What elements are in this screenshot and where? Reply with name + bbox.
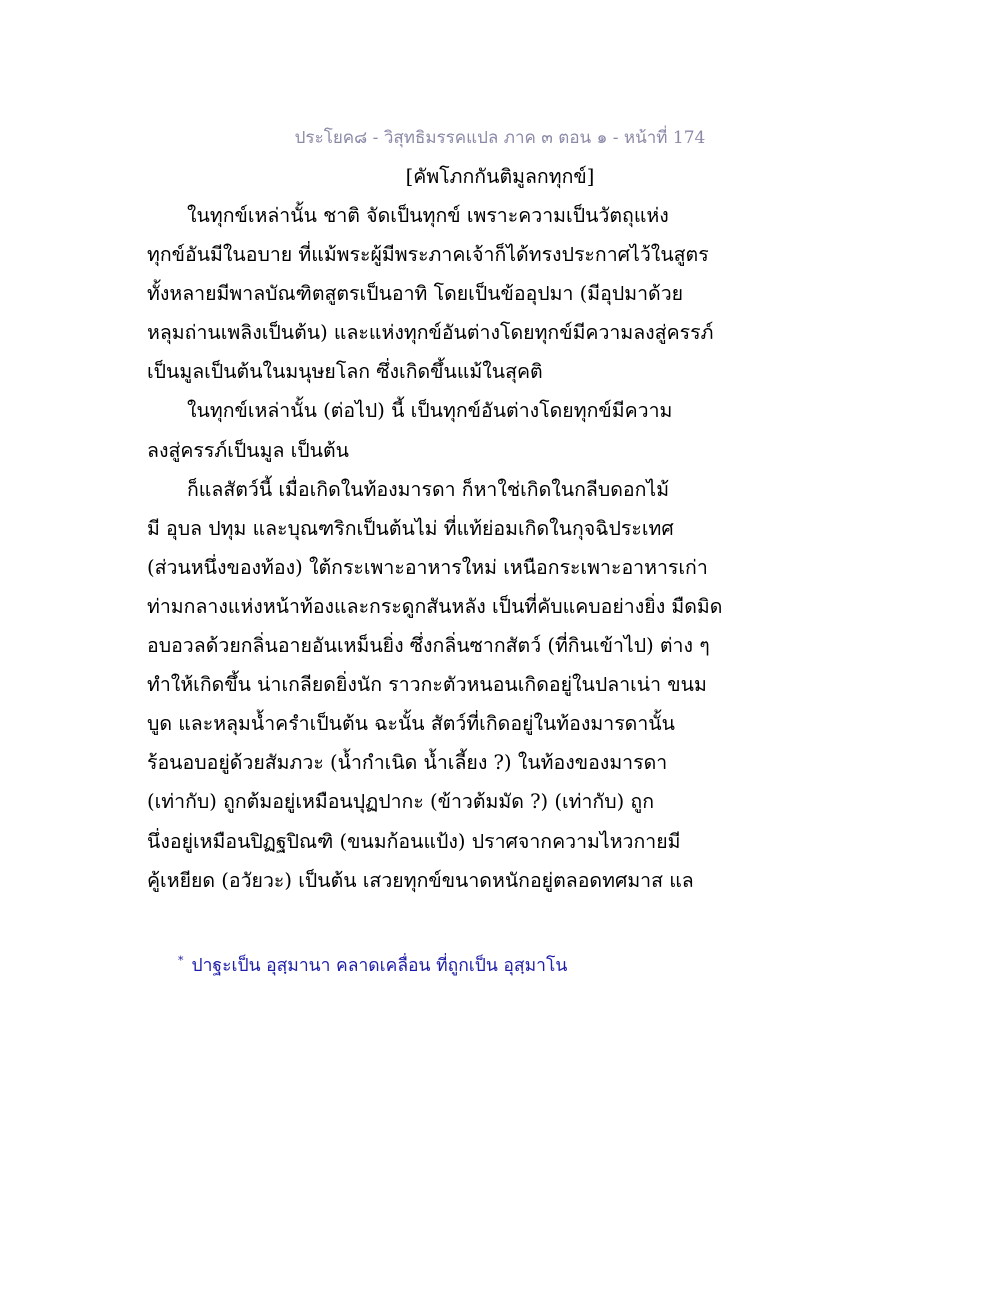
section-heading: [คัพโภกกันติมูลกทุกข์] — [405, 165, 595, 188]
paragraph-line: ท่ามกลางแห่งหน้าท้องและกระดูกสันหลัง เป็นที่คับแคบอย่างยิ่ง มืดมิด — [147, 594, 723, 618]
paragraph-line: เป็นมูลเป็นต้นในมนุษยโลก ซึ่งเกิดขึ้นแม้ในสุคติ — [147, 360, 543, 384]
paragraph-line: (ส่วนหนึ่งของท้อง) ใต้กระเพาะอาหารใหม่ เหนือกระเพาะอาหารเก่า — [147, 555, 708, 579]
paragraph-line: หลุมถ่านเพลิงเป็นต้น) และแห่งทุกข์อันต่างโดยทุกข์มีความลงสู่ครรภ์ — [147, 321, 714, 345]
paragraph-line: บูด และหลุมน้ำครำเป็นต้น ฉะนั้น สัตว์ที่เกิดอยู่ในท้องมารดานั้น — [147, 712, 675, 736]
paragraph-line: นึ่งอยู่เหมือนปิฏฐปิณฑิ (ขนมก้อนแป้ง) ปราศจากความไหวกายมี — [147, 829, 681, 853]
paragraph-line: ทั้งหลายมีพาลบัณฑิตสูตรเป็นอาทิ โดยเป็นข้ออุปมา (มีอุปมาด้วย — [147, 282, 684, 306]
paragraph-line: คู้เหยียด (อวัยวะ) เป็นต้น เสวยทุกข์ขนาดหนักอยู่ตลอดทศมาส แล — [147, 868, 694, 892]
running-header: ประโยค๘ - วิสุทธิมรรคแปล ภาค ๓ ตอน ๑ - หน้าที่ 174 — [294, 128, 706, 148]
paragraph-line: ร้อนอบอยู่ด้วยสัมภวะ (น้ำกำเนิด น้ำเลี้ยง ?) ในท้องของมารดา — [147, 751, 668, 775]
paragraph-line: ทุกข์อันมีในอบาย ที่แม้พระผู้มีพระภาคเจ้าก็ได้ทรงประกาศไว้ในสูตร — [147, 243, 709, 267]
footnote-marker: * — [178, 954, 184, 968]
paragraph-line: (เท่ากับ) ถูกต้มอยู่เหมือนปุฏปากะ (ข้าวต้มมัด ?) (เท่ากับ) ถูก — [147, 790, 655, 814]
body-text — [147, 196, 723, 900]
paragraph-line: ก็แลสัตว์นี้ เมื่อเกิดในท้องมารดา ก็หาใช่เกิดในกลีบดอกไม้ — [187, 477, 670, 501]
footnote — [178, 951, 567, 979]
paragraph-line: ในทุกข์เหล่านั้น ชาติ จัดเป็นทุกข์ เพราะความเป็นวัตถุแห่ง — [187, 204, 669, 227]
paragraph-line: อบอวลด้วยกลิ่นอายอันเหม็นยิ่ง ซึ่งกลิ่นซากสัตว์ (ที่กินเข้าไป) ต่าง ๆ — [147, 634, 710, 658]
paragraph-line: ในทุกข์เหล่านั้น (ต่อไป) นี้ เป็นทุกข์อันต่างโดยทุกข์มีความ — [187, 399, 673, 423]
paragraph-line: ลงสู่ครรภ์เป็นมูล เป็นต้น — [147, 438, 349, 462]
footnote-text: ปาฐะเป็น อุสฺมานา คลาดเคลื่อน ที่ถูกเป็น อุสฺมาโน — [191, 956, 568, 976]
paragraph-line: มี อุบล ปทุม และบุณฑริกเป็นต้นไม่ ที่แท้ย่อมเกิดในกุจฉิประเทศ — [147, 516, 674, 540]
paragraph-line: ทำให้เกิดขึ้น น่าเกลียดยิ่งนัก ราวกะตัวหนอนเกิดอยู่ในปลาเน่า ขนม — [147, 673, 707, 697]
